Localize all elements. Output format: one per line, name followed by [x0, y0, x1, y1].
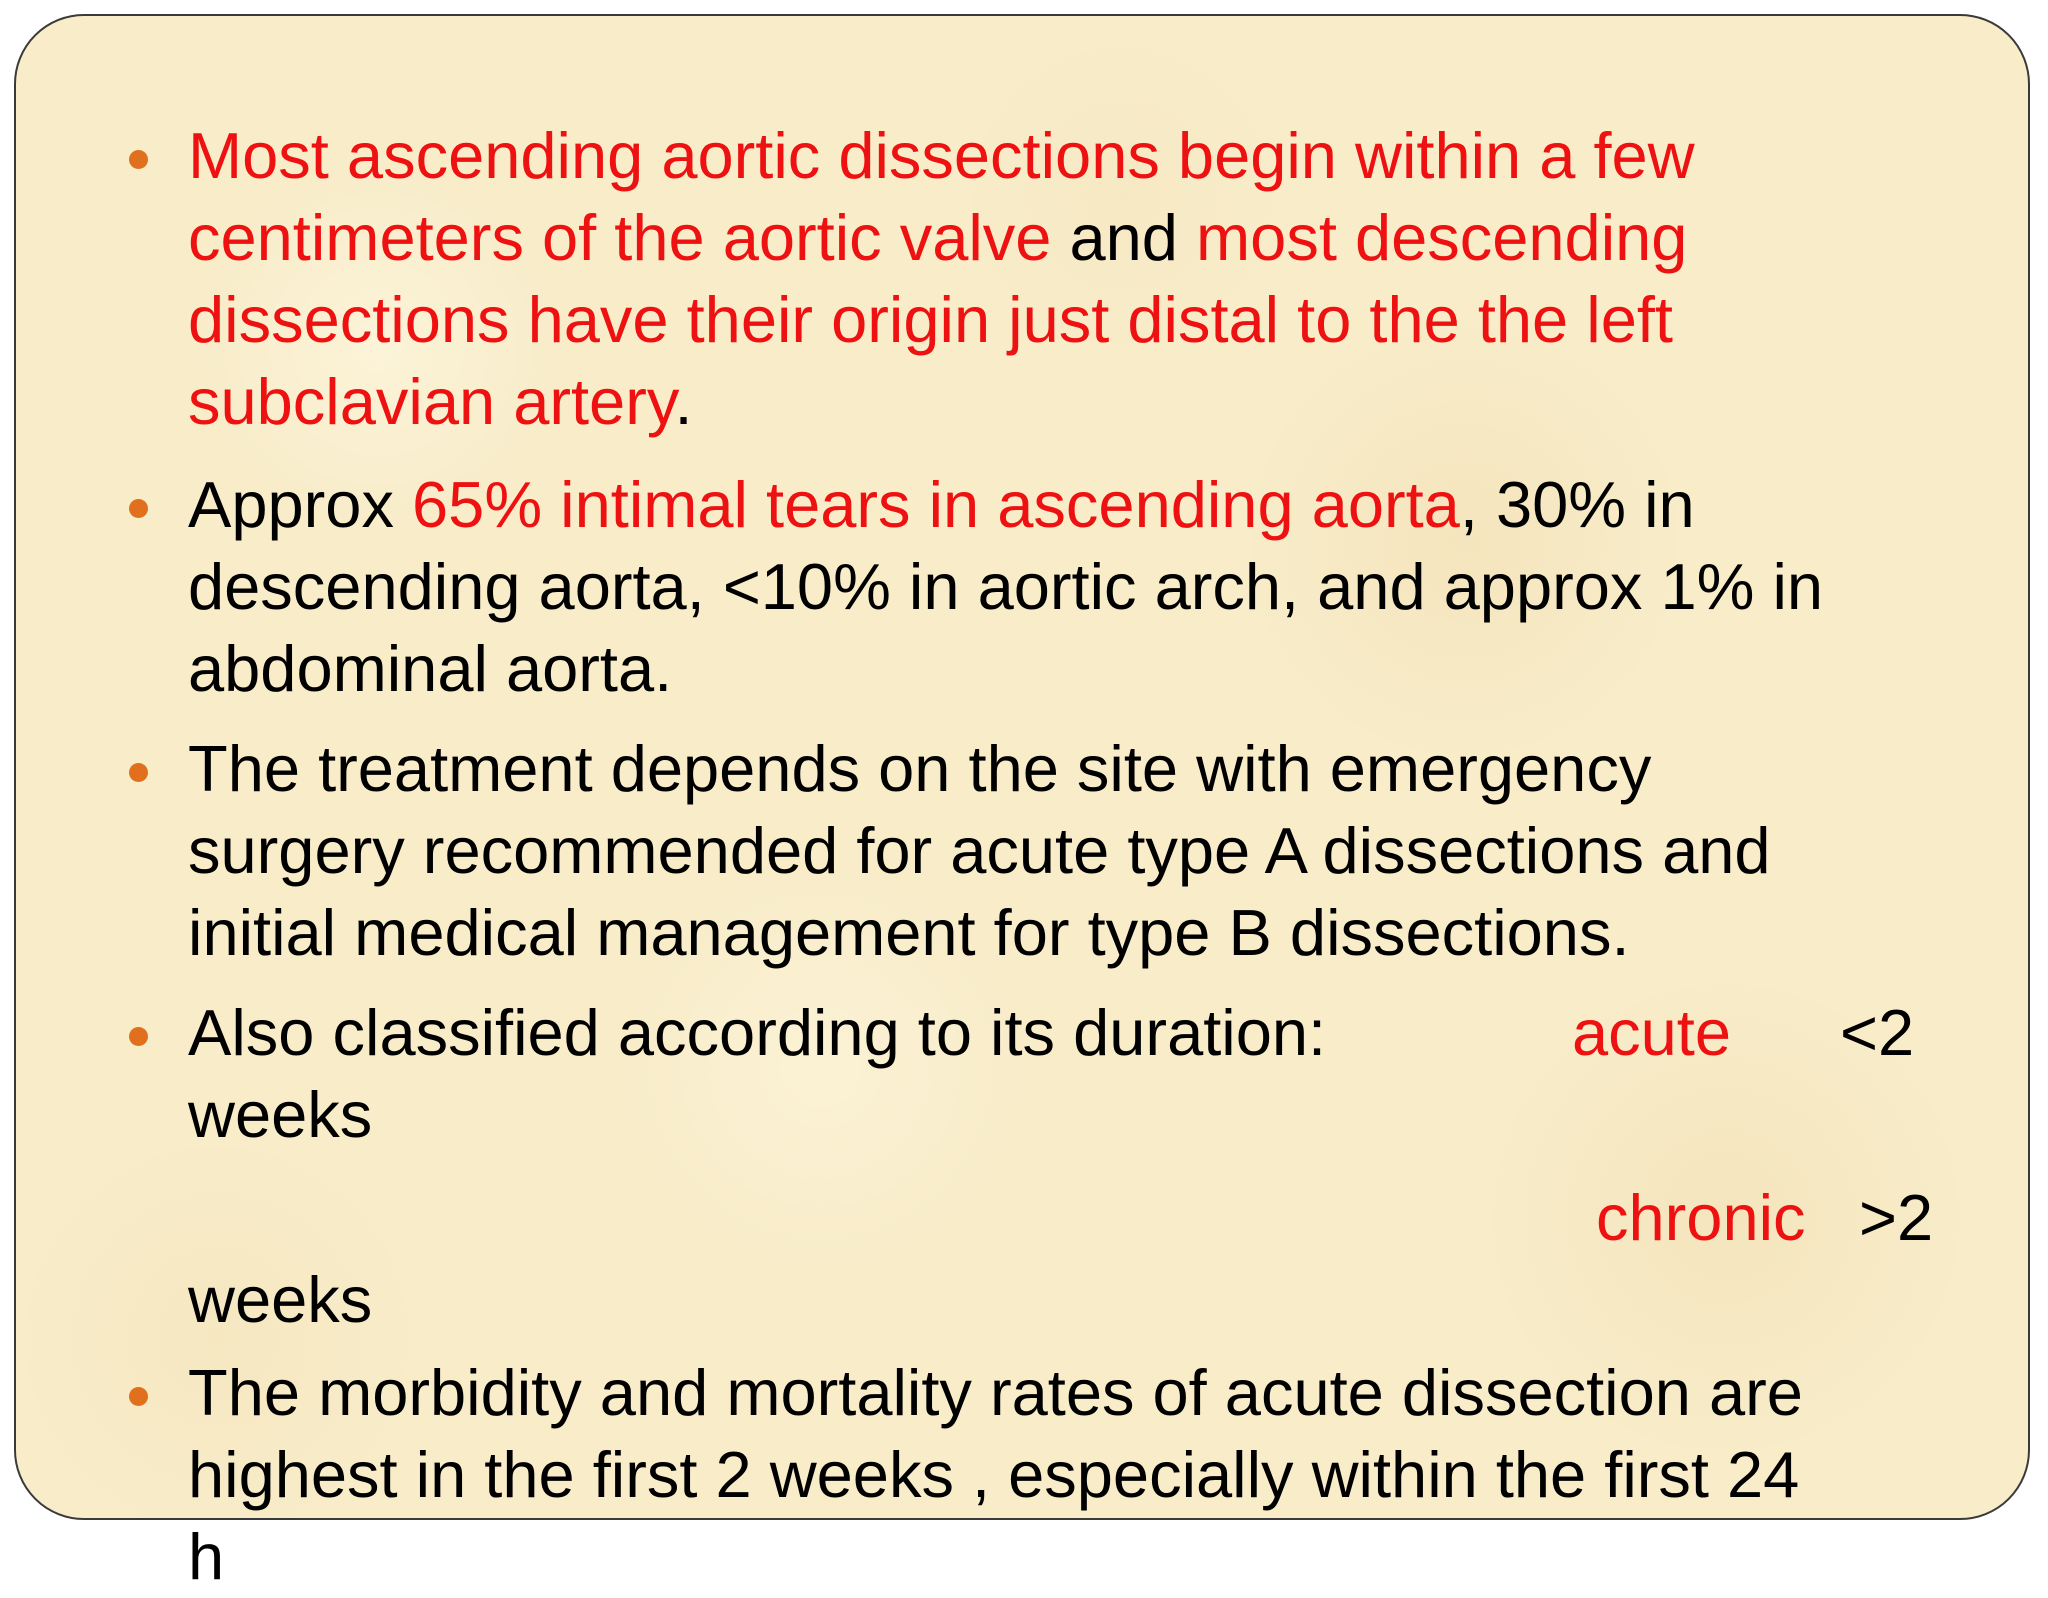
bullet-4-line-2 [188, 1074, 372, 1156]
text-run: chronic [1596, 1181, 1806, 1254]
bullet-4-line-1 [188, 992, 1326, 1074]
bullet-3-line-3 [188, 892, 1630, 974]
bullet-5-line-3 [188, 1516, 224, 1598]
bullet-2-line-1 [188, 464, 1695, 546]
bullet-4-line-4 [188, 1259, 372, 1341]
text-run: descending aorta, <10% in aortic arch, and approx 1% in [188, 550, 1824, 623]
text-run: and [1051, 201, 1197, 274]
text-run: , 30% in [1459, 468, 1695, 541]
bullet-marker-5 [129, 1387, 148, 1406]
slide [14, 14, 2030, 1593]
bullet-1-line-2 [188, 197, 1687, 279]
text-run: The treatment depends on the site with emergency [188, 732, 1652, 805]
text-run: Also classified according to its duration: [188, 996, 1327, 1069]
text-run: >2 [1859, 1181, 1934, 1254]
duration-acute-threshold [1840, 992, 1914, 1074]
text-run: The morbidity and mortality rates of acute dissection are [188, 1356, 1803, 1429]
bullet-3-line-2 [188, 810, 1771, 892]
bullet-5-line-1 [188, 1352, 1803, 1434]
bullet-3-line-1 [188, 728, 1651, 810]
text-run: 65% intimal tears in ascending aorta [412, 468, 1460, 541]
text-run: weeks [188, 1263, 373, 1336]
duration-acute-label [1572, 992, 1731, 1074]
bullet-1-line-1 [188, 115, 1695, 197]
text-run: Most ascending aortic dissections begin within a few [188, 119, 1695, 192]
duration-chronic-threshold [1859, 1177, 1933, 1259]
text-run: Approx [188, 468, 413, 541]
text-run: dissections have their origin just distal to the the left [188, 283, 1673, 356]
duration-chronic-label [1596, 1177, 1806, 1259]
bullet-marker-2 [129, 499, 148, 518]
bullet-1-line-3 [188, 279, 1673, 361]
text-run: weeks [188, 1078, 373, 1151]
text-run: most descending [1196, 201, 1688, 274]
text-run: abdominal aorta. [188, 632, 673, 705]
bullet-1-line-4 [188, 361, 693, 443]
text-run: centimeters of the aortic valve [188, 201, 1052, 274]
text-run: <2 [1840, 996, 1915, 1069]
text-run: surgery recommended for acute type A dissections and [188, 814, 1771, 887]
text-run: initial medical management for type B dissections. [188, 896, 1630, 969]
bullet-marker-3 [129, 763, 148, 782]
text-run: subclavian artery [188, 365, 675, 438]
text-run: acute [1572, 996, 1732, 1069]
text-run: h [188, 1520, 225, 1593]
bullet-2-line-2 [188, 546, 1823, 628]
text-run: highest in the first 2 weeks , especially within the first 24 [188, 1438, 1800, 1511]
bullet-marker-4 [129, 1027, 148, 1046]
bullet-marker-1 [129, 150, 148, 169]
bullet-2-line-3 [188, 628, 672, 710]
text-run: . [674, 365, 693, 438]
bullet-5-line-2 [188, 1434, 1799, 1516]
